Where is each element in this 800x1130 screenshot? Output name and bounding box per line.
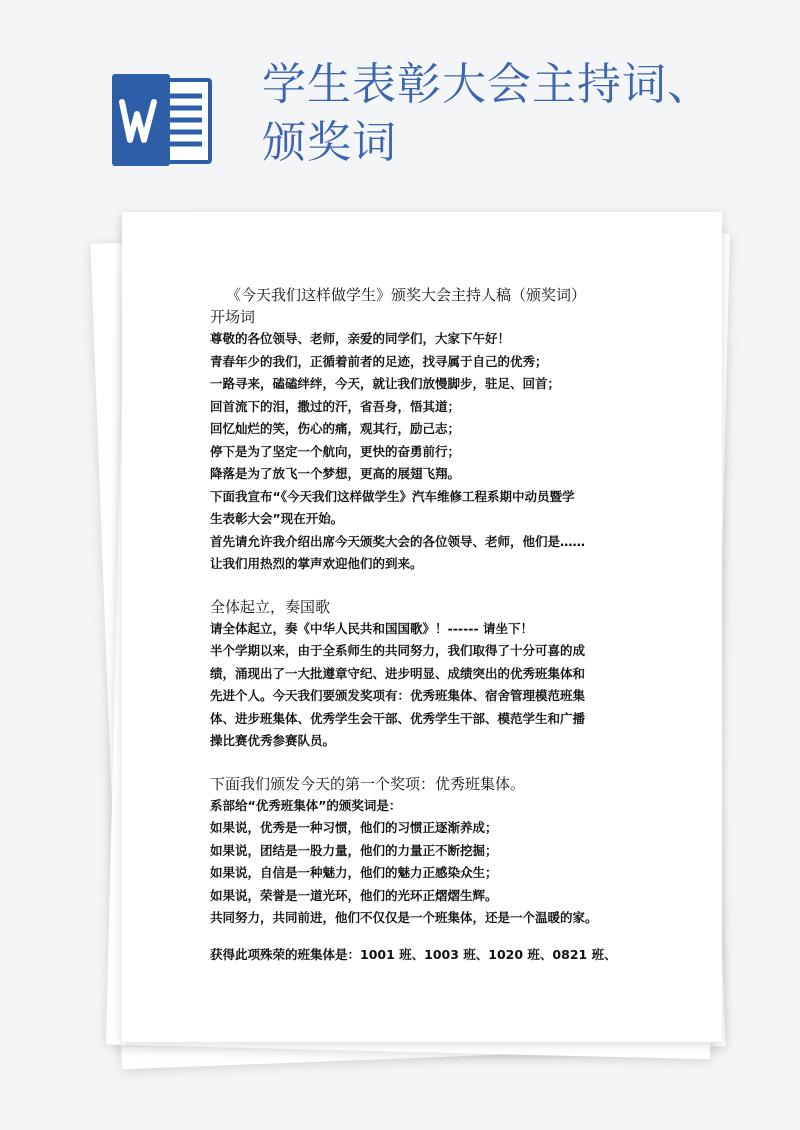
paragraph-line: 下面我宣布“《今天我们这样做学生》汽车维修工程系期中动员暨学: [210, 488, 575, 504]
paragraph-line: 停下是为了坚定一个航向，更快的奋勇前行；: [210, 443, 461, 459]
paragraph-line: 回忆灿烂的笑，伤心的痛，观其行，励己志；: [210, 421, 461, 436]
paragraph-line: 青春年少的我们，正循着前者的足迹，找寻属于自己的优秀；: [210, 353, 548, 369]
document-title: 《今天我们这样做学生》颁奖大会主持人稿（颁奖词）: [226, 286, 587, 304]
paragraph-line: 生表彰大会”现在开始。: [210, 511, 344, 526]
paragraph-line: 先进个人。今天我们要颁发奖项有：优秀班集体、宿舍管理模范班集: [210, 688, 586, 703]
paragraph-line: 如果说，团结是一股力量，他们的力量正不断挖掘；: [210, 842, 498, 858]
paragraph-line: 共同努力，共同前进，他们不仅仅是一个班集体，还是一个温暖的家。: [210, 910, 598, 925]
paragraph-line: 绩，涌现出了一大批遵章守纪、进步明显、成绩突出的优秀班集体和: [210, 665, 586, 681]
paragraph-line: 请全体起立，奏《中华人民共和国国歌》！------ 请坐下！: [210, 620, 533, 636]
paragraph-line: 半个学期以来，由于全系师生的共同努力，我们取得了十分可喜的成: [210, 643, 586, 658]
document-page: [122, 212, 722, 1042]
section-heading: 开场词: [210, 308, 256, 326]
page-title: [262, 56, 782, 172]
paragraph-line: 如果说，荣誉是一道光环，他们的光环正熠熠生辉。: [210, 887, 498, 903]
paragraph-line: 让我们用热烈的掌声欢迎他们的到来。: [210, 556, 423, 571]
paragraph-line: 系部给“优秀班集体”的颁奖词是：: [210, 797, 402, 813]
section-heading: 全体起立，奏国歌: [210, 597, 331, 616]
page-header: [0, 0, 800, 210]
paragraph-line: 一路寻来，磕磕绊绊，今天，就让我们放慢脚步，驻足、回首；: [210, 376, 561, 391]
word-document-icon: [110, 74, 214, 166]
paragraph-line: 降落是为了放飞一个梦想，更高的展翅飞翔。: [210, 466, 461, 481]
paragraph-line: 获得此项殊荣的班集体是：1001 班、1003 班、1020 班、0821 班、: [210, 946, 617, 962]
paragraph-line: 回首流下的泪，撒过的汗，省吾身，悟其道；: [210, 398, 461, 414]
paragraph-line: 体、进步班集体、优秀学生会干部、优秀学生干部、模范学生和广播: [210, 710, 586, 726]
section-heading: 下面我们颁发今天的第一个奖项：优秀班集体。: [210, 774, 526, 793]
paragraph-line: 尊敬的各位领导、老师，亲爱的同学们，大家下午好！: [210, 331, 511, 346]
title-line-2: 颁奖词: [262, 117, 397, 168]
document-content: [210, 284, 640, 966]
paragraph-line: 如果说，优秀是一种习惯，他们的习惯正逐渐养成；: [210, 820, 498, 835]
paragraph-line: 首先请允许我介绍出席今天颁奖大会的各位领导、老师，他们是……: [210, 533, 586, 549]
paragraph-line: 如果说，自信是一种魅力，他们的魅力正感染众生；: [210, 865, 498, 880]
title-line-1: 学生表彰大会主持词、: [262, 59, 712, 110]
paragraph-line: 操比赛优秀参赛队员。: [210, 733, 336, 748]
